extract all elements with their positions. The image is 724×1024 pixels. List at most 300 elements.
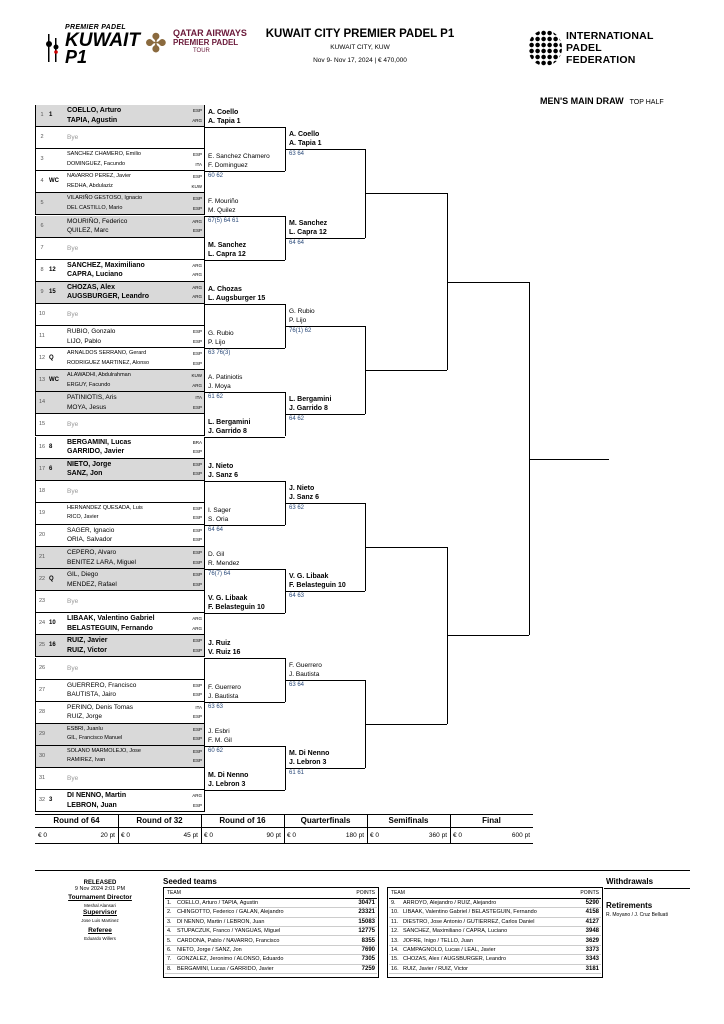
seed-points: 12775 — [343, 927, 377, 936]
r32-player-2: L. Augsburger 15 — [208, 294, 266, 302]
slot-seed — [48, 238, 68, 259]
player-2-name: RAMIREZ, Ivan — [67, 757, 106, 764]
slot-seed — [48, 591, 68, 612]
tournament-title: KUWAIT CITY PREMIER PADEL P1 — [265, 28, 455, 40]
slot-seed: 15 — [49, 288, 56, 295]
r32-score: 76(7) 64 — [208, 571, 231, 578]
player-2-name: RODRIGUEZ MARTINEZ, Alonso — [67, 359, 150, 366]
player-2-nation: ESP — [192, 692, 202, 698]
r32-player-1: J. Ruiz — [208, 639, 231, 647]
round-divider — [450, 814, 451, 844]
round-prize-summary — [35, 814, 615, 844]
player-1-name: LIBAAK, Valentino Gabriel — [67, 615, 155, 623]
bracket-line — [205, 702, 285, 703]
seed-rank: 9. — [389, 898, 401, 907]
draw-slot — [35, 702, 205, 724]
player-2-nation: ESP — [192, 581, 202, 587]
premier-padel-kuwait-logo — [45, 22, 255, 68]
referee-name: Eduardo Willers — [84, 936, 116, 941]
r16-score: 63 64 — [289, 151, 305, 158]
slot-number: 28 — [38, 708, 46, 715]
player-1-name: ESBRI, Juanlu — [67, 725, 103, 732]
r16-player-2: J. Sanz 6 — [289, 493, 319, 501]
qatar-airways-label: QATAR AIRWAYS — [173, 28, 247, 38]
seed-rank: 7. — [165, 955, 175, 964]
bracket-line — [205, 171, 285, 172]
player-1-nation: ARG — [192, 262, 202, 268]
seed-team: CARDONA, Pablo / NAVARRO, Francisco — [175, 936, 343, 945]
player-1-nation: ESP — [192, 461, 202, 467]
player-1-name: ARNALDOS SERRANO, Gerard — [67, 350, 147, 357]
player-1-nation: KUW — [191, 373, 202, 379]
slot-number: 18 — [38, 487, 46, 494]
tournament-director-name: Meshal Alansari — [84, 903, 116, 908]
r32-player-1: A. Patiniotis — [208, 374, 243, 382]
r32-player-1: A. Chozas — [208, 285, 242, 293]
bracket-line — [205, 392, 285, 393]
draw-slot — [35, 525, 205, 547]
slot-number: 9 — [40, 288, 44, 295]
draw-slot — [35, 326, 205, 348]
r32-player-2: V. Ruiz 16 — [208, 648, 241, 656]
r32-player-1: L. Bergamini — [208, 418, 251, 426]
player-1-nation: ESP — [192, 152, 202, 158]
tournament-location: KUWAIT CITY, KUW — [330, 44, 390, 51]
tournament-director-label: Tournament Director — [68, 894, 132, 901]
seed-rank: 8. — [165, 964, 175, 973]
retirements-title: Retirements — [606, 901, 653, 910]
r16-player-2: J. Lebron 3 — [289, 759, 327, 766]
draw-slot — [35, 392, 205, 414]
slot-seed — [48, 547, 68, 568]
player-2-nation: ESP — [192, 736, 202, 742]
draw-slot — [35, 260, 205, 282]
r32-player-2: F. Dominguez — [208, 162, 248, 170]
slot-number: 21 — [38, 554, 46, 560]
seed-team: LIBAAK, Valentino Gabriel / BELASTEGUIN, Fernando — [401, 908, 573, 917]
bracket-line — [205, 790, 285, 791]
r32-player-1: M. Sanchez — [208, 241, 247, 249]
seed-team: DI NENNO, Martin / LEBRON, Juan — [175, 917, 343, 926]
r32-player-2: J. Lebron 3 — [208, 781, 246, 789]
player-1-nation: ARG — [192, 218, 202, 224]
draw-slot — [35, 569, 205, 591]
slot-number: 20 — [38, 531, 46, 538]
premier-padel-label: PREMIER PADEL — [65, 24, 126, 31]
bracket-line — [365, 193, 447, 194]
player-1-name: HERNANDEZ QUESADA, Luis — [67, 504, 143, 511]
draw-slot — [35, 348, 205, 370]
r16-player-1: V. G. Libaak — [289, 573, 329, 581]
slot-seed — [48, 193, 68, 214]
round-header: Semifinals — [367, 814, 450, 828]
draw-slot — [35, 724, 205, 746]
round-prize: € 0 — [121, 832, 131, 839]
bracket-line — [205, 525, 285, 526]
player-1-name: Bye — [67, 134, 79, 142]
r16-score: 76(1) 62 — [289, 328, 312, 334]
footer-divider — [35, 870, 690, 871]
slot-seed — [48, 414, 68, 435]
seed-team: STUPACZUK, Franco / YANGUAS, Miguel — [175, 927, 343, 936]
seed-rank: 13. — [389, 936, 401, 945]
player-1-name: MOURIÑO, Federico — [67, 217, 128, 225]
round-prize: € 0 — [370, 832, 380, 839]
r16-player-2: F. Belasteguin 10 — [289, 582, 346, 590]
draw-slot — [35, 768, 205, 790]
supervisor-label: Supervisor — [83, 909, 117, 916]
seed-rank: 5. — [165, 936, 175, 945]
seed-points: 7690 — [343, 945, 377, 954]
slot-seed: 3 — [49, 797, 53, 804]
bracket-line — [285, 238, 365, 239]
r16-player-2: J. Bautista — [289, 670, 320, 678]
player-1-name: ALAWADHI, Abdulrahman — [67, 372, 131, 379]
seed-points: 8355 — [343, 936, 377, 945]
slot-seed: 10 — [49, 620, 56, 627]
draw-slot — [35, 790, 205, 812]
bracket-line — [205, 481, 285, 482]
player-1-nation: ITA — [195, 704, 202, 710]
bracket-line — [285, 680, 365, 681]
premier-padel-tour-label: PREMIER PADEL — [173, 38, 239, 47]
r32-player-1: V. G. Libaak — [208, 595, 248, 603]
player-1-name: Bye — [67, 775, 79, 782]
slot-seed: 16 — [49, 642, 56, 649]
player-2-nation: ESP — [192, 758, 202, 764]
player-1-name: Bye — [67, 598, 79, 606]
r32-player-1: F. Mouriño — [208, 197, 239, 205]
player-1-nation: ESP — [192, 726, 202, 732]
draw-slot — [35, 591, 205, 613]
slot-number: 31 — [38, 775, 46, 781]
round-points: 600 pt — [511, 832, 530, 839]
round-divider — [201, 814, 202, 844]
player-1-nation: ESP — [192, 196, 202, 202]
seed-team: DIESTRO, Jose Antonio / GUTIERREZ, Carlos Daniel — [401, 917, 573, 926]
bracket-line — [447, 282, 529, 283]
seed-points: 7305 — [343, 955, 377, 964]
slot-seed — [48, 304, 68, 325]
player-2-nation: ESP — [192, 338, 202, 344]
seeded-table-border — [387, 887, 603, 978]
player-2-nation: ESP — [192, 559, 202, 565]
seed-team: SANCHEZ, Maximiliano / CAPRA, Luciano — [401, 927, 573, 936]
r32-player-2: J. Garrido 8 — [208, 427, 247, 435]
round-header: Round of 16 — [201, 814, 284, 828]
bracket-line — [205, 260, 285, 261]
fip-name: INTERNATIONAL PADEL FEDERATION — [566, 30, 654, 66]
slot-seed — [48, 746, 68, 767]
seed-rank: 4. — [165, 927, 175, 936]
draw-slot — [35, 680, 205, 702]
released-time: 9 Nov 2024 2:01 PM — [74, 886, 126, 892]
bracket-line — [205, 304, 285, 305]
bracket-line — [529, 459, 609, 460]
slot-seed — [48, 481, 68, 502]
slot-number: 7 — [40, 244, 44, 251]
player-1-name: GIL, Diego — [67, 571, 99, 579]
slot-number: 5 — [40, 200, 44, 207]
player-2-name: GARRIDO, Javier — [67, 448, 125, 455]
bracket-line — [285, 503, 365, 504]
bracket-line — [205, 613, 285, 614]
r32-player-1: A. Coello — [208, 109, 239, 117]
player-2-name: QUILEZ, Marc — [67, 227, 109, 234]
draw-slot — [35, 127, 205, 149]
draw-slot — [35, 635, 205, 657]
round-points: 90 pt — [266, 832, 281, 839]
r32-player-1: D. Gil — [208, 551, 225, 559]
r16-player-1: M. Sanchez — [289, 219, 328, 227]
r32-player-2: M. Quilez — [208, 206, 236, 214]
player-2-nation: ESP — [192, 471, 202, 477]
player-2-nation: ESP — [192, 205, 202, 211]
r32-score: 63 63 — [208, 703, 224, 710]
seed-team: COELLO, Arturo / TAPIA, Agustin — [175, 898, 343, 907]
player-1-nation: ITA — [195, 395, 202, 401]
seed-rank: 11. — [389, 917, 401, 926]
seed-team: JOFRE, Inigo / TELLO, Juan — [401, 936, 573, 945]
r32-player-1: J. Esbri — [208, 727, 230, 735]
header-points: POINTS — [573, 889, 601, 898]
bracket-line — [365, 370, 447, 371]
player-2-name: DOMINGUEZ, Facundo — [67, 160, 126, 167]
player-1-name: SOLANO MARMOLEJO, Jose — [67, 747, 141, 754]
r16-player-1: G. Rubio — [289, 308, 315, 315]
player-1-name: GUERRERO, Francisco — [67, 681, 137, 689]
tour-label: TOUR — [193, 48, 210, 54]
r16-player-1: F. Guerrero — [289, 661, 322, 669]
draw-slot — [35, 370, 205, 392]
player-1-nation: ARG — [192, 284, 202, 290]
bracket-line — [205, 216, 285, 217]
r32-score: 63 76(3) — [208, 350, 231, 357]
seed-rank: 15. — [389, 955, 401, 964]
r16-score: 64 62 — [289, 416, 305, 423]
r16-player-2: J. Garrido 8 — [289, 405, 328, 413]
player-2-nation: ARG — [192, 272, 202, 278]
draw-slot — [35, 238, 205, 260]
draw-slot — [35, 193, 205, 215]
player-2-name: RUIZ, Jorge — [67, 713, 103, 721]
slot-seed: WC — [49, 178, 59, 185]
header-team: TEAM — [389, 889, 573, 898]
player-1-nation: ESP — [192, 550, 202, 555]
header-points: POINTS — [343, 889, 377, 898]
r16-player-1: L. Bergamini — [289, 396, 332, 404]
slot-number: 27 — [38, 686, 46, 693]
slot-number: 29 — [38, 730, 46, 737]
player-1-name: NAVARRO PEREZ, Javier — [67, 173, 131, 180]
draw-slot — [35, 414, 205, 436]
retirement-entry: R. Moyano / J. Cruz Belluati — [606, 912, 668, 918]
draw-slot — [35, 746, 205, 768]
draw-slot — [35, 105, 205, 127]
slot-seed: 6 — [49, 465, 53, 472]
slot-number: 32 — [38, 797, 46, 804]
slot-number: 4 — [40, 178, 44, 185]
player-1-name: DI NENNO, Martin — [67, 792, 127, 800]
draw-slot — [35, 149, 205, 171]
bracket-line — [205, 127, 285, 128]
round-header: Round of 64 — [35, 814, 118, 828]
slot-number: 12 — [38, 355, 46, 362]
round-points: 360 pt — [428, 832, 447, 839]
player-2-nation: ESP — [192, 515, 202, 521]
seed-points: 15083 — [343, 917, 377, 926]
seed-rank: 16. — [389, 964, 401, 973]
player-2-nation: ESP — [192, 802, 202, 808]
player-1-name: NIETO, Jorge — [67, 460, 112, 468]
player-2-name: MENDEZ, Rafael — [67, 580, 117, 588]
seed-team: BERGAMINI, Lucas / GARRIDO, Javier — [175, 964, 343, 973]
slot-seed: 1 — [49, 112, 53, 118]
seed-points: 23321 — [343, 908, 377, 917]
seed-points: 3181 — [573, 964, 601, 973]
r16-score: 64 63 — [289, 593, 305, 600]
player-1-name: CEPERO, Alvaro — [67, 549, 117, 556]
player-1-nation: BRA — [192, 439, 202, 445]
slot-number: 30 — [38, 752, 46, 759]
player-2-name: AUGSBURGER, Leandro — [67, 293, 150, 301]
r16-score: 64 64 — [289, 239, 305, 246]
seed-rank: 3. — [165, 917, 175, 926]
officials-block — [45, 880, 155, 941]
round-prize: € 0 — [453, 832, 463, 839]
slot-number: 10 — [38, 310, 46, 317]
r32-player-2: A. Tapia 1 — [208, 118, 241, 126]
qatar-airways-icon: ✤ — [145, 28, 167, 58]
bracket-line — [205, 658, 285, 659]
r32-player-2: P. Lijo — [208, 339, 226, 347]
r32-player-2: L. Capra 12 — [208, 250, 246, 258]
withdrawals-title: Withdrawals — [606, 877, 654, 886]
seeded-table-border — [163, 887, 379, 978]
r16-player-1: J. Nieto — [289, 484, 315, 492]
p1-label: P1 — [65, 47, 88, 67]
seed-team: CHOZAS, Alex / AUGSBURGER, Leandro — [401, 955, 573, 964]
r32-score: 64 64 — [208, 526, 224, 533]
draw-slot — [35, 171, 205, 193]
slot-seed: WC — [49, 377, 59, 384]
bracket-line — [285, 591, 365, 592]
round-divider — [367, 814, 368, 844]
player-1-nation: ESP — [192, 682, 202, 688]
kuwait-tower-icon — [45, 34, 63, 62]
player-1-nation: ESP — [192, 174, 202, 180]
bracket-line — [205, 569, 285, 570]
player-1-nation: ESP — [192, 351, 202, 357]
draw-title: MEN'S MAIN DRAW TOP HALF — [540, 96, 664, 106]
player-2-name: MOYA, Jesus — [67, 403, 107, 411]
player-2-nation: ESP — [192, 449, 202, 454]
player-1-name: BERGAMINI, Lucas — [67, 438, 132, 446]
slot-seed: Q — [49, 355, 54, 362]
player-1-name: Bye — [67, 664, 79, 672]
slot-number: 13 — [38, 377, 46, 384]
r16-player-2: L. Capra 12 — [289, 228, 327, 236]
draw-slot — [35, 459, 205, 481]
slot-seed — [48, 392, 68, 413]
slot-seed — [48, 658, 68, 679]
bracket-line — [205, 437, 285, 438]
seed-rank: 10. — [389, 908, 401, 917]
kuwait-label: KUWAIT — [65, 30, 140, 51]
fip-logo-icon — [528, 30, 562, 66]
r32-player-1: E. Sanchez Chamero — [208, 153, 270, 161]
player-1-name: CHOZAS, Alex — [67, 283, 115, 291]
r32-player-2: S. Oria — [208, 515, 229, 523]
r32-player-1: M. Di Nenno — [208, 772, 249, 780]
player-2-name: LIJO, Pablo — [67, 337, 101, 345]
slot-seed — [48, 702, 68, 723]
player-2-name: BENITEZ LARA, Miguel — [67, 558, 136, 566]
player-1-nation: ESP — [192, 505, 202, 511]
round-divider — [284, 814, 285, 844]
slot-seed: 12 — [49, 266, 56, 273]
player-1-name: VILARIÑO GESTOSO, Ignacio — [67, 195, 143, 202]
slot-number: 11 — [39, 333, 45, 339]
player-2-name: ERGUY, Facundo — [67, 381, 111, 388]
bracket-line — [447, 635, 529, 636]
player-2-name: SANZ, Jon — [67, 470, 103, 478]
seeded-teams-title: Seeded teams — [163, 877, 217, 886]
bracket-line — [365, 724, 447, 725]
player-2-nation: ITA — [195, 161, 202, 167]
player-1-name: SAGER, Ignacio — [67, 526, 115, 534]
player-2-name: RUIZ, Victor — [67, 646, 107, 654]
slot-seed — [48, 525, 68, 546]
seed-rank: 12. — [389, 927, 401, 936]
seed-points: 4158 — [573, 908, 601, 917]
slot-seed: 8 — [49, 443, 53, 450]
withdrawals-divider — [604, 888, 690, 889]
draw-slot — [35, 613, 205, 635]
r16-player-2: A. Tapia 1 — [289, 140, 322, 148]
seed-rank: 14. — [389, 945, 401, 954]
player-2-nation: ESP — [192, 714, 202, 720]
bracket-line — [285, 326, 365, 327]
bracket-line — [205, 746, 285, 747]
round-header: Quarterfinals — [284, 814, 367, 828]
bracket-line — [205, 348, 285, 349]
player-2-name: BELASTEGUIN, Fernando — [67, 624, 153, 632]
player-1-name: Bye — [67, 421, 79, 429]
player-2-nation: ARG — [192, 117, 202, 123]
seed-points: 3629 — [573, 936, 601, 945]
bracket-line — [365, 547, 447, 548]
r16-player-1: A. Coello — [289, 131, 320, 139]
released-label: RELEASED — [83, 880, 117, 886]
round-points: 20 pt — [100, 832, 115, 839]
r32-player-2: J. Bautista — [208, 692, 239, 700]
player-1-name: PERINO, Denis Tomas — [67, 703, 133, 711]
supervisor-name: Jose Luis Martinez — [81, 918, 119, 923]
seed-rank: 2. — [165, 908, 175, 917]
round-top-border — [35, 814, 533, 815]
player-1-nation: ESP — [192, 329, 202, 334]
seed-rank: 6. — [165, 945, 175, 954]
player-2-nation: KUW — [191, 183, 202, 189]
draw-slot — [35, 658, 205, 680]
round-header: Round of 32 — [118, 814, 201, 828]
player-2-name: RICO, Javier — [67, 514, 99, 521]
seed-points: 7259 — [343, 964, 377, 973]
seed-team: ARROYO, Alejandro / RUIZ, Alejandro — [401, 898, 573, 907]
seed-points: 3373 — [573, 945, 601, 954]
draw-slot — [35, 282, 205, 304]
